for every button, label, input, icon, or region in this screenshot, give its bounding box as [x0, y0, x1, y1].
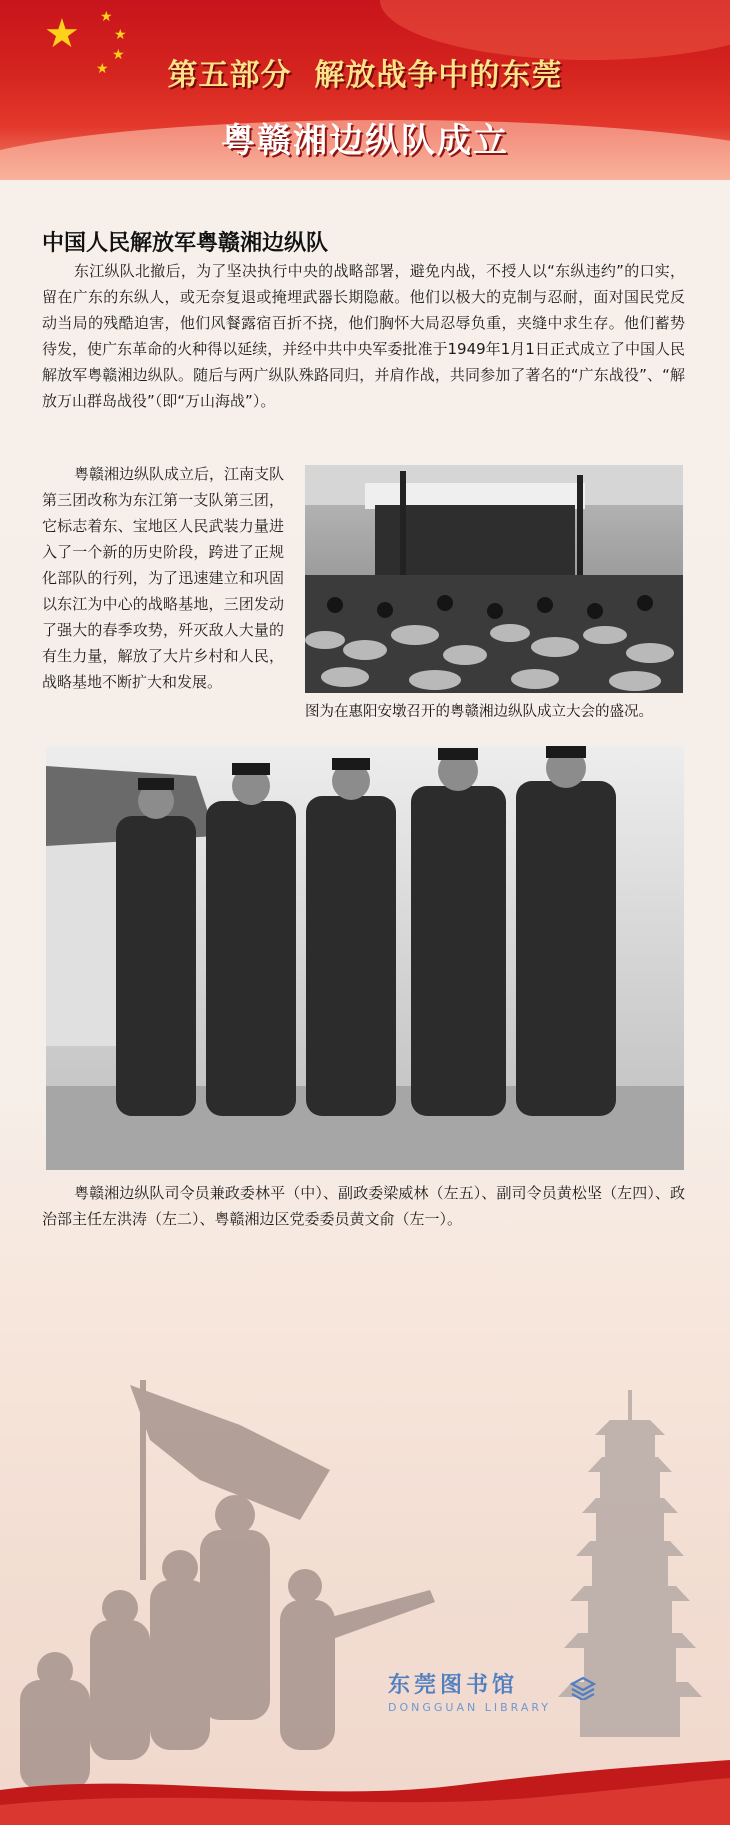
small-star-icon: ★ [114, 27, 127, 43]
article-heading: 中国人民解放军粤赣湘边纵队 [42, 231, 329, 256]
bottom-decoration [0, 1380, 730, 1825]
library-name-en: DONGGUAN LIBRARY [388, 1701, 552, 1714]
commanders-group-caption: 粤赣湘边纵队司令员兼政委林平（中）、副政委梁威林（左五）、副司令员黄松坚（左四）、政治部主任左洪涛（左二）、粤赣湘边区党委委员黄文俞（左一）。 [42, 1184, 685, 1228]
article-paragraph-2: 粤赣湘边纵队成立后，江南支队第三团改称为东江第一支队第三团，它标志着东、宝地区人民武装力量进入了一个新的历史阶段，跨进了正规化部队的行列，为了迅速建立和巩固以东江为中心的战略基地，三团发动了强大的春季攻势，歼灭敌人大量的有生力量，解放了大片乡村和人民，战略基地不断扩大和发展。 [42, 465, 285, 691]
library-brand [388, 1668, 551, 1714]
small-star-icon: ★ [100, 9, 113, 25]
library-logo-icon [570, 1676, 596, 1700]
small-star-icon: ★ [96, 61, 109, 77]
page-subtitle: 粤赣湘边纵队成立 [221, 121, 509, 161]
soldier-statue-illustration [20, 1380, 435, 1790]
small-star-icon: ★ [112, 47, 125, 63]
footer-red-band [0, 1760, 730, 1825]
library-name-cn: 东莞图书馆 [388, 1673, 519, 1698]
commanders-group-photo-image [46, 746, 684, 1170]
commanders-group-photo [46, 746, 684, 1170]
large-star-icon: ★ [44, 11, 80, 57]
founding-assembly-caption: 图为在惠阳安墩召开的粤赣湘边纵队成立大会的盛况。 [305, 704, 653, 720]
founding-assembly-photo-image [305, 465, 683, 693]
header-banner [0, 0, 730, 180]
part-title: 第五部分 解放战争中的东莞 [167, 58, 563, 93]
founding-assembly-photo [305, 465, 683, 693]
article-paragraph-1: 东江纵队北撤后，为了坚决执行中央的战略部署，避免内战，不授人以“东纵违约”的口实，留在广东的东纵人，或无奈复退或掩埋武器长期隐蔽。他们以极大的克制与忍耐，面对国民党反动当局的残酷迫害，他们风餐露宿百折不挠，他们胸怀大局忍辱负重，夹缝中求生存。他们蓄势待发，使广东革命的火种得以延续，并经中共中央军委批准于1949年1月1日正式成立了中国人民解放军粤赣湘边纵队。随后与两广纵队殊路同归，并肩作战，共同参加了著名的“广东战役”、“解放万山群岛战役”（即“万山海战”）。 [42, 262, 685, 410]
